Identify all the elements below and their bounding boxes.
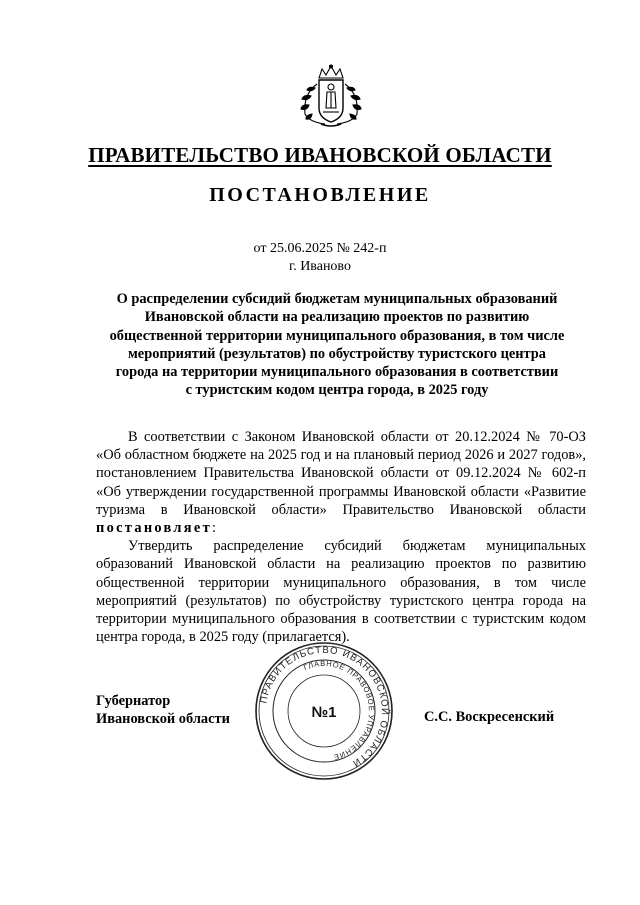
subject-line: с туристским кодом центра города, в 2025 году [185,382,489,399]
decree-word: постановляет [96,520,212,537]
city: г. Иваново [289,259,351,274]
document-meta [0,240,640,276]
signatory-position [96,692,230,728]
decree-colon: : [211,520,216,537]
subject-line: Ивановской области на реализацию проектов по развитию [144,309,530,326]
subject-line: города на территории муниципального образования в соответствии [115,364,559,381]
coat-of-arms-icon [293,64,369,128]
document-type: ПОСТАНОВЛЕНИЕ [209,184,431,206]
stamp-left-text: ПРАВИТЕЛЬСТВО [258,644,340,705]
subject-line: мероприятий (результатов) по обустройству туристского центра [128,345,546,362]
official-stamp-icon [254,641,394,781]
document-subject [88,290,586,400]
subject-line: О распределении субсидий бюджетам муниципальных образований [116,291,558,307]
position-line: Губернатор [96,693,171,709]
subject-line: общественной территории муниципального образования, в том числе [109,327,565,344]
preamble-text: В соответствии с Законом Ивановской области от 20.12.2024 № 70-ОЗ «Об областном бюджете на 2025 год и на плановый период 2026 и 2027 годов», постановлением Правительства Ивановской области от 09.12.2024 № 602-п «Об утверждении государственной программы Ивановской области «Развитие туризма в Ивановской области» Правительство Ивановской области [96,429,586,518]
stamp-inner-text: ГЛАВНОЕ ПРАВОВОЕ УПРАВЛЕНИЕ [302,658,377,763]
stamp-outer-text: ИВАНОВСКОЙ ОБЛАСТИ [340,648,391,770]
signatory-name: С.С. Воскресенский [424,709,555,725]
organization-title: ПРАВИТЕЛЬСТВО ИВАНОВСКОЙ ОБЛАСТИ [88,143,552,167]
position-line: Ивановской области [96,711,230,727]
document-body [96,428,586,646]
date-number: от 25.06.2025 № 242-п [253,241,387,256]
stamp-number: №1 [311,704,337,721]
paragraph-resolution: Утвердить распределение субсидий бюджетам муниципальных образований Ивановской области на реализацию проектов по развитию общественной территории муниципального образования, в том числе мероприятий (результатов) по обустройству туристского центра города на территории муниципального образования в соответствии с туристским кодом центра города, в 2025 году (прилагается). [96,538,586,646]
paragraph-preamble [96,428,586,537]
